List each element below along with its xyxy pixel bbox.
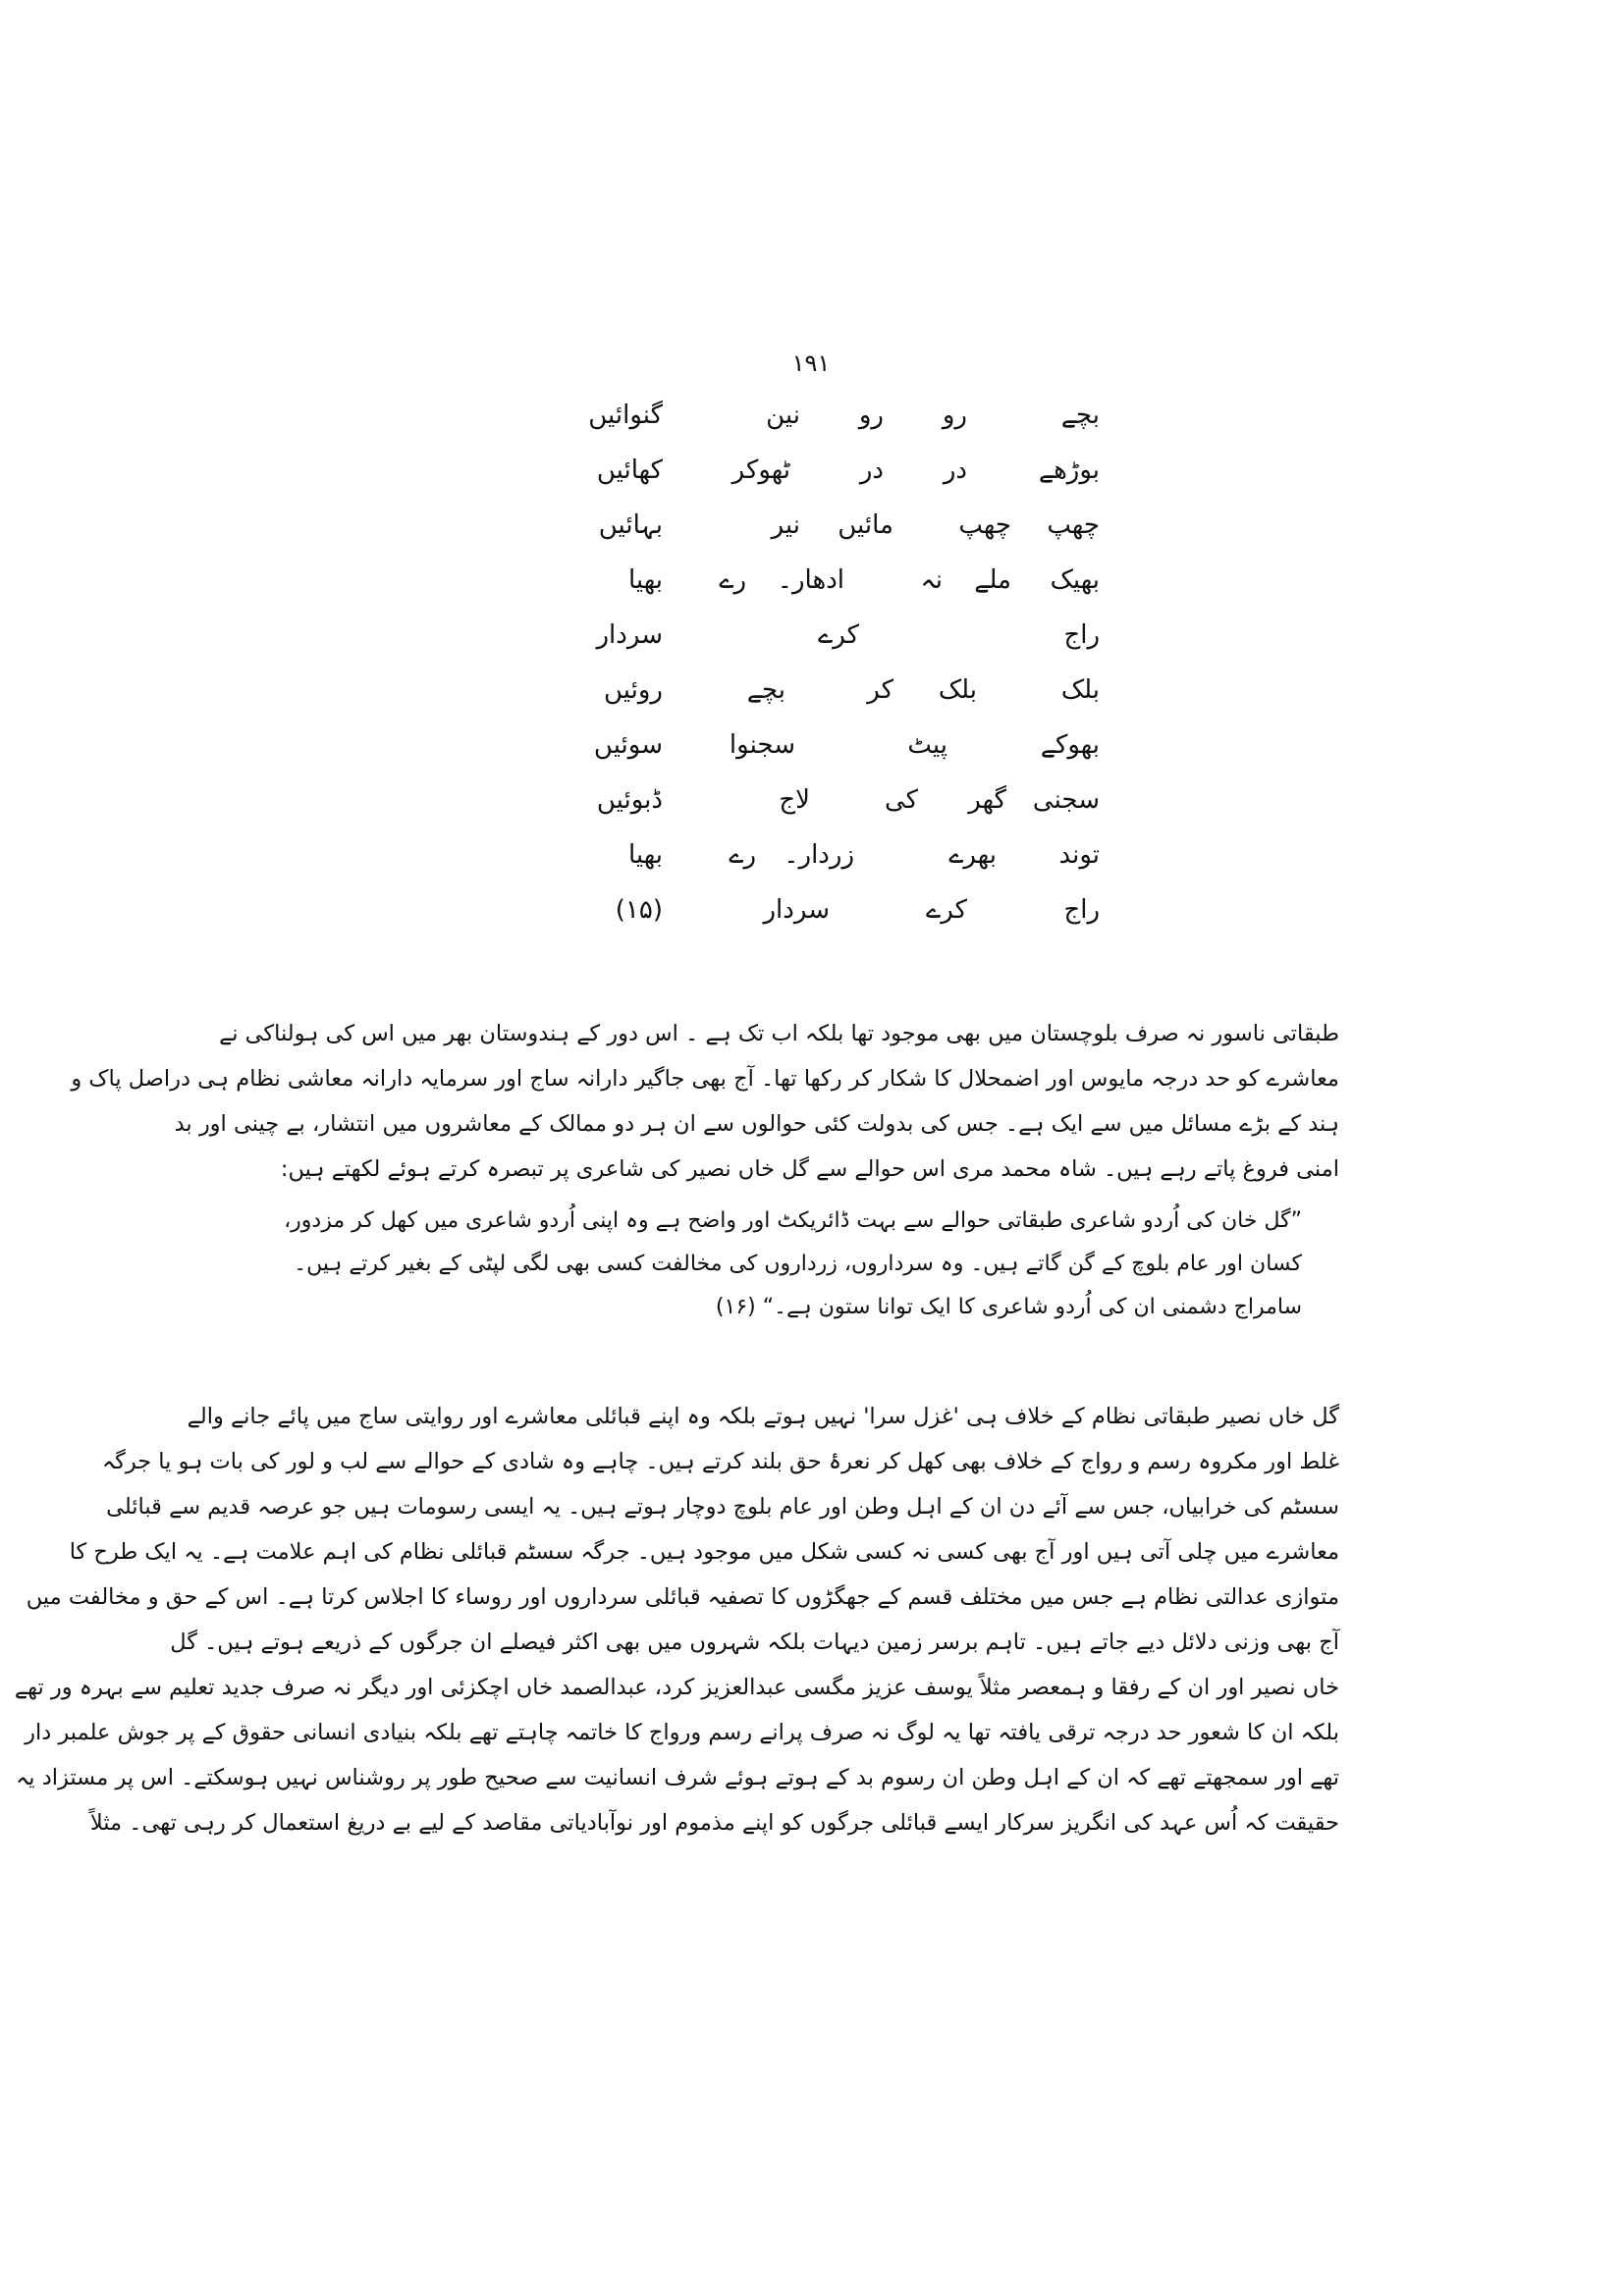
poem-word: بھرے — [948, 840, 997, 870]
poem-word: رو — [942, 400, 967, 430]
poem-word: راج — [1063, 895, 1100, 925]
poem-word: گھر — [968, 785, 1006, 815]
poem-word: ملے — [974, 565, 1011, 595]
poem-line — [550, 773, 1100, 828]
poem-word: (۱۵) — [615, 895, 663, 925]
poem-line — [550, 388, 1100, 443]
poem-word: کرے — [926, 895, 967, 925]
poem — [550, 388, 1100, 937]
text-line: معاشرے میں چلی آتی ہیں اور آج بھی کسی نہ کسی شکل میں موجود ہیں۔ جرگہ سسٹم قبائلی نظام کی اہم علامت ہے۔ یہ ایک طرح کا — [69, 1539, 1339, 1565]
text-line: غلط اور مکروہ رسم و رواج کے خلاف بھی کھل کر نعرۂ حق بلند کرتے ہیں۔ چاہے وہ شادی کے حوالے سے لب و لور کی بات ہو یا جرگہ — [101, 1449, 1339, 1474]
text-line: آج بھی وزنی دلائل دیے جاتے ہیں۔ تاہم برسر زمین دیہات بلکہ شہروں میں بھی اکثر فیصلے ان جرگوں کے ذریعے ہوتے ہیں۔ گل — [170, 1629, 1339, 1655]
poem-word: پیٹ — [907, 730, 947, 760]
poem-word: بلک — [938, 675, 977, 705]
text-line: تھے اور سمجھتے تھے کہ ان کے اہل وطن ان رسوم بد کے ہوتے ہوئے شرف انسانیت سے صحیح طور پر روشناس نہیں ہوسکتے۔ اس پر مستزاد یہ — [16, 1765, 1339, 1790]
poem-word: کی — [884, 785, 918, 815]
poem-line — [550, 663, 1100, 718]
text-line: سامراج دشمنی ان کی اُردو شاعری کا ایک توانا ستون ہے۔“ (۱۶) — [715, 1295, 1302, 1319]
poem-word: در — [943, 455, 967, 485]
poem-word: سوئیں — [593, 730, 663, 760]
page-number: ۱۹۱ — [791, 349, 831, 377]
poem-line — [550, 608, 1100, 663]
poem-word: گنوائیں — [588, 400, 663, 430]
poem-word: نین — [766, 400, 800, 430]
text-line: گل خاں نصیر طبقاتی نظام کے خلاف ہی 'غزل سرا' نہیں ہوتے بلکہ وہ اپنے قبائلی معاشرے اور روایتی ساج میں پائے جانے والے — [187, 1404, 1339, 1429]
poem-word: روئیں — [604, 675, 663, 705]
text-line: امنی فروغ پاتے رہے ہیں۔ شاہ محمد مری اس حوالے سے گل خاں نصیر کی شاعری پر تبصرہ کرتے ہوئے لکھتے ہیں: — [280, 1156, 1339, 1182]
poem-word: ادھار۔ — [777, 565, 844, 595]
poem-word: بچے — [1060, 400, 1100, 430]
text-line: سسٹم کی خرابیاں، جس سے آئے دن ان کے اہل وطن اور عام بلوچ دوچار ہوتے ہیں۔ یہ ایسی رسومات ہیں جو عرصہ قدیم سے قبائلی — [106, 1494, 1339, 1520]
poem-word: چھپ — [1047, 510, 1100, 540]
paragraph-1 — [71, 1011, 1339, 1192]
poem-word: چھپ — [958, 510, 1011, 540]
poem-word: بھیک — [1050, 565, 1100, 595]
text-line: ہند کے بڑے مسائل میں سے ایک ہے۔ جس کی بدولت کئی حوالوں سے ان ہر دو ممالک کے معاشروں میں انتشار، بے چینی اور بد — [174, 1111, 1339, 1137]
text-line: ”گل خان کی اُردو شاعری طبقاتی حوالے سے بہت ڈائریکٹ اور واضح ہے وہ اپنی اُردو شاعری میں کھل کر مزدور، — [284, 1208, 1302, 1233]
block-quote — [284, 1200, 1302, 1329]
poem-word: رو — [858, 400, 884, 430]
poem-word: بچے — [746, 675, 785, 705]
poem-word: بوڑھے — [1038, 455, 1100, 485]
poem-word: در — [859, 455, 884, 485]
poem-word: سردار — [763, 895, 830, 925]
poem-word: راج — [1063, 620, 1100, 650]
poem-line — [550, 553, 1100, 608]
text-line: بلکہ ان کا شعور حد درجہ ترقی یافتہ تھا یہ لوگ نہ صرف پرانے رسم ورواج کا خاتمہ چاہتے تھے بلکہ بنیادی انسانی حقوق کے پر جوش علمبر دار — [25, 1720, 1339, 1745]
poem-word: توند — [1058, 840, 1100, 870]
poem-line — [550, 498, 1100, 553]
text-line: طبقاتی ناسور نہ صرف بلوچستان میں بھی موجود تھا بلکہ اب تک ہے ۔ اس دور کے ہندوستان بھر میں اس کی ہولناکی نے — [219, 1021, 1339, 1046]
poem-line — [550, 718, 1100, 773]
poem-word: کر — [867, 675, 893, 705]
poem-word: کرے — [818, 620, 859, 650]
poem-word: نہ — [920, 565, 943, 595]
poem-word: بھیا — [628, 840, 663, 870]
poem-word: بھیا — [628, 565, 663, 595]
poem-word: بلک — [1060, 675, 1100, 705]
poem-word: رے — [719, 565, 746, 595]
text-line: معاشرے کو حد درجہ مایوس اور اضمحلال کا شکار کر رکھا تھا۔ آج بھی جاگیر دارانہ ساج اور سرمایہ دارانہ معاشی نظام ہی دراصل پاک و — [71, 1066, 1339, 1092]
text-line: خاں نصیر اور ان کے رفقا و ہمعصر مثلاً یوسف عزیز مگسی عبدالعزیز کرد، عبدالصمد خاں اچکزئی اور دیگر نہ صرف جدید تعلیم سے بہرہ ور تھے — [14, 1675, 1339, 1700]
poem-word: مائیں — [838, 510, 893, 540]
poem-line — [550, 882, 1100, 937]
text-line: کسان اور عام بلوچ کے گن گاتے ہیں۔ وہ سرداروں، زرداروں کی مخالفت کسی بھی لگی لپٹی کے بغیر کرتے ہیں۔ — [294, 1252, 1302, 1276]
poem-word: نیر — [771, 510, 800, 540]
poem-word: سردار — [596, 620, 663, 650]
poem-word: بہائیں — [598, 510, 663, 540]
text-line: متوازی عدالتی نظام ہے جس میں مختلف قسم کے جھگڑوں کا تصفیہ قبائلی سرداروں اور روساء کا اجلاس کرتا ہے۔ اس کے حق و مخالفت میں — [26, 1584, 1339, 1610]
poem-word: بھوکے — [1040, 730, 1100, 760]
poem-word: رے — [729, 840, 756, 870]
poem-line — [550, 828, 1100, 882]
poem-word: ٹھوکر — [731, 455, 790, 485]
poem-word: لاج — [779, 785, 810, 815]
poem-word: سجنوا — [729, 730, 795, 760]
poem-word: زردار۔ — [784, 840, 854, 870]
paragraph-2 — [14, 1394, 1339, 1845]
poem-word: ڈبوئیں — [596, 785, 663, 815]
text-line: حقیقت کہ اُس عہد کی انگریز سرکار ایسے قبائلی جرگوں کو اپنے مذموم اور نوآبادیاتی مقاصد کے لیے بے دریغ استعمال کر رہی تھی۔ مثلاً — [89, 1810, 1339, 1836]
poem-word: سجنی — [1032, 785, 1100, 815]
poem-word: کھائیں — [596, 455, 663, 485]
poem-line — [550, 443, 1100, 498]
